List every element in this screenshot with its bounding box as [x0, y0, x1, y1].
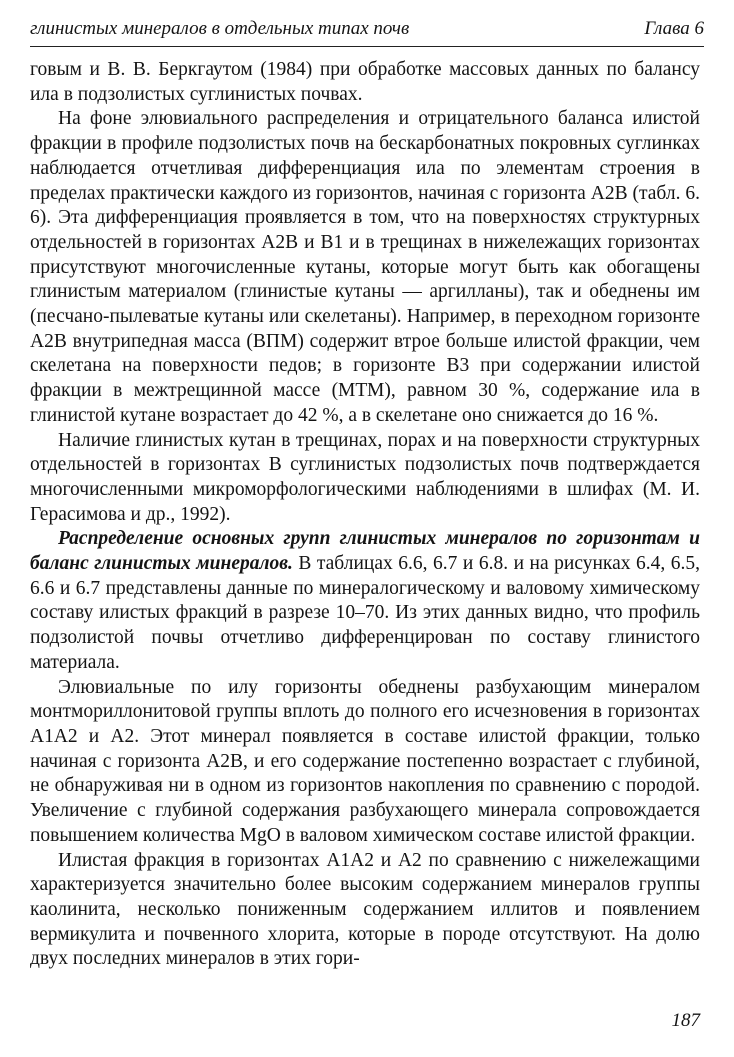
page-number: 187 [671, 1010, 700, 1031]
paragraph-continuation: говым и В. В. Беркгаутом (1984) при обработке массовых данных по балансу ила в подзолистых суглинистых почвах. [30, 59, 700, 105]
running-header [30, 14, 704, 44]
paragraph-clay-cutans: Наличие глинистых кутан в трещинах, порах и на поверхности структурных отдельностей в горизонтах В суглинистых подзолистых почв подтверждается многочисленными микроморфологическими наблюдениями в шлифах (М. И. Герасимова и др., 1992). [30, 429, 700, 525]
section-heading: Распределение основных групп глинистых минералов по горизонтам и баланс глинистых минералов. [30, 528, 700, 575]
section-heading-body: В таблицах 6.6, 6.7 и 6.8. и на рисунках 6.4, 6.5, 6.6 и 6.7 представлены данные по минералогическому и валовому химическому составу илистых фракций в разрезе 10–70. Из этих данных видно, что профиль подзолистой почвы отчетливо дифференцирован по составу глинистого материала. [30, 553, 700, 673]
paragraph-montmorillonite: Элювиальные по илу горизонты обеднены разбухающим минералом монтмориллонитовой группы вплоть до полного его исчезновения в горизонтах А1А2 и А2. Этот минерал появляется в составе илистой фракции, только начиная с горизонта А2В, и его содержание постепенно возрастает с глубиной, не обнаруживая ни в одном из горизонтов накопления по сравнению с породой. Увеличение с глубиной содержания разбухающего минерала сопровождается повышением количества MgO в валовом химическом составе илистой фракции. [30, 676, 700, 846]
paragraph-kaolinite: Илистая фракция в горизонтах А1А2 и А2 по сравнению с нижележащими характеризуется значительно более высоким содержанием минералов группы каолинита, несколько пониженным содержанием иллитов и появлением вермикулита и почвенного хлорита, которые в породе отсутствуют. На долю двух последних минералов в этих гори- [30, 849, 700, 970]
paragraph-eluvial-distribution: На фоне элювиального распределения и отрицательного баланса илистой фракции в профиле подзолистых почв на бескарбонатных покровных суглинках наблюдается отчетливая дифференциация ила по элементам строения в пределах практически каждого из горизонтов, начиная с горизонта А2В (табл. 6. 6). Эта дифференциация проявляется в том, что на поверхностях структурных отдельностей в горизонтах А2В и В1 и в трещинах в нижележащих горизонтах присутствуют многочисленные кутаны, которые могут быть как обогащены глинистым материалом (глинистые кутаны — аргилланы), так и обеднены им (песчано-пылеватые кутаны или скелетаны). Например, в переходном горизонте А2В внутрипедная масса (ВПМ) содержит втрое больше илистой фракции, чем скелетана на поверхности педов; в горизонте В3 при содержании илистой фракции в межтрещинной массе (МТМ), равном 30 %, содержание ила в глинистой кутане возрастает до 42 %, а в скелетане оно снижается до 16 %. [30, 108, 700, 426]
running-title: глинистых минералов в отдельных типах почв [30, 18, 410, 39]
paragraph-mineral-distribution [30, 527, 700, 675]
chapter-label: Глава 6 [644, 18, 704, 39]
header-rule [30, 46, 704, 47]
body-text [30, 58, 700, 972]
